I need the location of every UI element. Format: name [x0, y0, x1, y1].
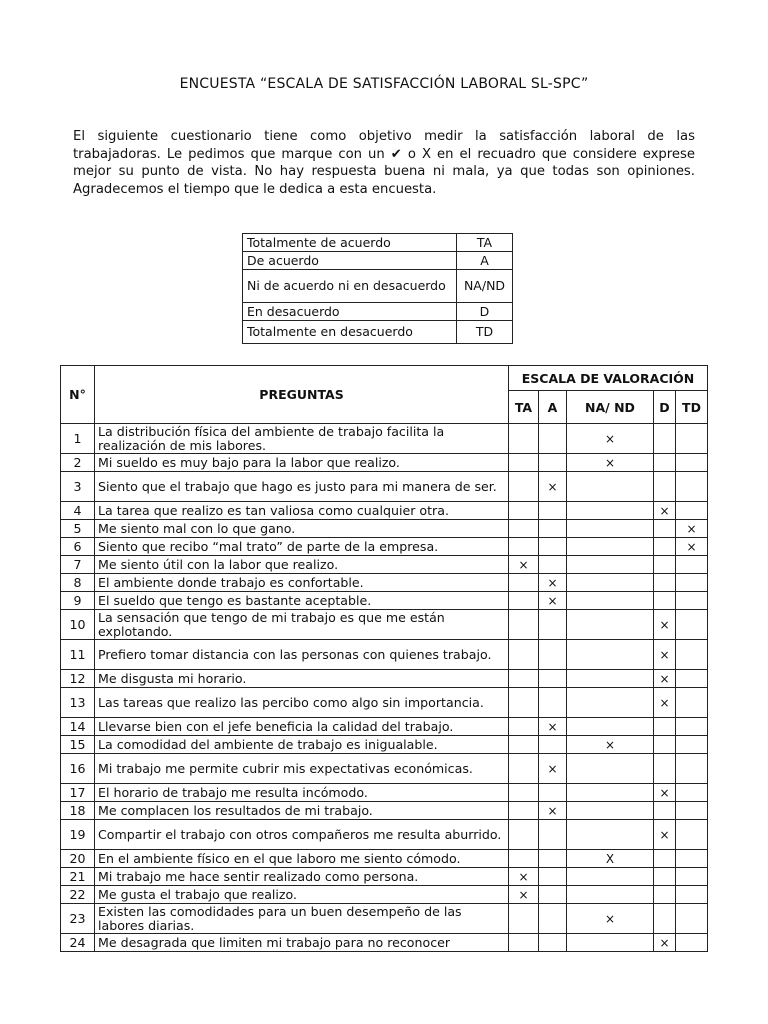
- answer-cell-ta[interactable]: [509, 718, 539, 736]
- question-number: 21: [61, 868, 95, 886]
- answer-cell-td[interactable]: [676, 556, 708, 574]
- question-text: El sueldo que tengo es bastante aceptable.: [95, 592, 509, 610]
- answer-cell-td[interactable]: [676, 610, 708, 640]
- answer-cell-td[interactable]: [676, 688, 708, 718]
- table-row: [61, 574, 708, 592]
- question-number: 13: [61, 688, 95, 718]
- table-row: [61, 454, 708, 472]
- legend-label: Totalmente en desacuerdo: [243, 321, 457, 344]
- answer-cell-ta[interactable]: [509, 472, 539, 502]
- answer-cell-td[interactable]: [676, 868, 708, 886]
- question-text: Me disgusta mi horario.: [95, 670, 509, 688]
- table-row: [61, 736, 708, 754]
- question-text: Siento que el trabajo que hago es justo para mi manera de ser.: [95, 472, 509, 502]
- answer-cell-d[interactable]: [654, 904, 676, 934]
- question-text: Compartir el trabajo con otros compañeros me resulta aburrido.: [95, 820, 509, 850]
- question-number: 4: [61, 502, 95, 520]
- answer-cell-ta[interactable]: [509, 574, 539, 592]
- question-text: Me siento útil con la labor que realizo.: [95, 556, 509, 574]
- legend-label: Ni de acuerdo ni en desacuerdo: [243, 270, 457, 303]
- question-text: Me siento mal con lo que gano.: [95, 520, 509, 538]
- answer-cell-d[interactable]: [654, 424, 676, 454]
- header-td: TD: [676, 391, 708, 424]
- answer-cell-a[interactable]: [539, 538, 567, 556]
- question-text: El ambiente donde trabajo es confortable.: [95, 574, 509, 592]
- answer-cell-td[interactable]: [676, 784, 708, 802]
- answer-cell-nand[interactable]: [567, 472, 654, 502]
- answer-cell-td[interactable]: [676, 718, 708, 736]
- question-number: 10: [61, 610, 95, 640]
- question-text: Me desagrada que limiten mi trabajo para no reconocer: [95, 934, 509, 952]
- question-number: 7: [61, 556, 95, 574]
- question-number: 20: [61, 850, 95, 868]
- answer-cell-td[interactable]: [676, 754, 708, 784]
- answer-cell-nand[interactable]: [567, 754, 654, 784]
- question-number: 18: [61, 802, 95, 820]
- legend-code: NA/ND: [457, 270, 513, 303]
- table-row: [61, 868, 708, 886]
- question-number: 14: [61, 718, 95, 736]
- question-number: 12: [61, 670, 95, 688]
- answer-cell-nand[interactable]: [567, 934, 654, 952]
- question-number: 17: [61, 784, 95, 802]
- answer-cell-nand[interactable]: ×: [567, 736, 654, 754]
- header-nand: NA/ ND: [567, 391, 654, 424]
- answer-cell-d[interactable]: [654, 520, 676, 538]
- answer-cell-ta[interactable]: [509, 592, 539, 610]
- answer-cell-a[interactable]: ×: [539, 574, 567, 592]
- question-text: Mi trabajo me hace sentir realizado como persona.: [95, 868, 509, 886]
- answer-cell-nand[interactable]: [567, 520, 654, 538]
- answer-cell-td[interactable]: ×: [676, 538, 708, 556]
- answer-cell-nand[interactable]: [567, 886, 654, 904]
- answer-cell-d[interactable]: [654, 754, 676, 784]
- document-title: ENCUESTA “ESCALA DE SATISFACCIÓN LABORAL SL-SPC”: [179, 76, 589, 92]
- question-text: Llevarse bien con el jefe beneficia la calidad del trabajo.: [95, 718, 509, 736]
- question-text: Prefiero tomar distancia con las personas con quienes trabajo.: [95, 640, 509, 670]
- answer-cell-td[interactable]: [676, 934, 708, 952]
- table-row: [61, 424, 708, 454]
- answer-cell-nand[interactable]: [567, 640, 654, 670]
- question-text: Me complacen los resultados de mi trabajo.: [95, 802, 509, 820]
- question-number: 1: [61, 424, 95, 454]
- answer-cell-d[interactable]: [654, 454, 676, 472]
- answer-cell-a[interactable]: ×: [539, 754, 567, 784]
- question-number: 2: [61, 454, 95, 472]
- answer-cell-td[interactable]: ×: [676, 520, 708, 538]
- answer-cell-nand[interactable]: [567, 502, 654, 520]
- answer-cell-d[interactable]: ×: [654, 934, 676, 952]
- question-number: 8: [61, 574, 95, 592]
- question-number: 6: [61, 538, 95, 556]
- answer-cell-td[interactable]: [676, 454, 708, 472]
- answer-cell-nand[interactable]: X: [567, 850, 654, 868]
- survey-table: [60, 365, 708, 952]
- answer-cell-a[interactable]: [539, 454, 567, 472]
- answer-cell-ta[interactable]: [509, 784, 539, 802]
- answer-cell-d[interactable]: [654, 868, 676, 886]
- legend-row: [243, 321, 513, 344]
- answer-cell-nand[interactable]: [567, 802, 654, 820]
- header-preguntas: PREGUNTAS: [95, 366, 509, 424]
- table-row: [61, 556, 708, 574]
- legend-row: [243, 270, 513, 303]
- question-text: En el ambiente físico en el que laboro me siento cómodo.: [95, 850, 509, 868]
- answer-cell-td[interactable]: [676, 640, 708, 670]
- answer-cell-td[interactable]: [676, 802, 708, 820]
- table-row: [61, 472, 708, 502]
- header-num: N°: [61, 366, 95, 424]
- answer-cell-nand[interactable]: [567, 538, 654, 556]
- answer-cell-nand[interactable]: [567, 610, 654, 640]
- answer-cell-d[interactable]: ×: [654, 670, 676, 688]
- answer-cell-a[interactable]: [539, 784, 567, 802]
- answer-cell-d[interactable]: [654, 538, 676, 556]
- answer-cell-nand[interactable]: [567, 688, 654, 718]
- answer-cell-a[interactable]: [539, 934, 567, 952]
- answer-cell-a[interactable]: ×: [539, 472, 567, 502]
- question-number: 15: [61, 736, 95, 754]
- answer-cell-a[interactable]: [539, 886, 567, 904]
- answer-cell-d[interactable]: [654, 886, 676, 904]
- answer-cell-td[interactable]: [676, 886, 708, 904]
- answer-cell-td[interactable]: [676, 904, 708, 934]
- answer-cell-ta[interactable]: [509, 820, 539, 850]
- question-number: 19: [61, 820, 95, 850]
- table-row: [61, 718, 708, 736]
- table-row: [61, 754, 708, 784]
- question-number: 22: [61, 886, 95, 904]
- answer-cell-nand[interactable]: [567, 556, 654, 574]
- table-row: [61, 520, 708, 538]
- answer-cell-d[interactable]: ×: [654, 640, 676, 670]
- legend-label: Totalmente de acuerdo: [243, 234, 457, 252]
- answer-cell-ta[interactable]: [509, 688, 539, 718]
- header-a: A: [539, 391, 567, 424]
- question-text: Las tareas que realizo las percibo como algo sin importancia.: [95, 688, 509, 718]
- answer-cell-nand[interactable]: [567, 718, 654, 736]
- answer-cell-d[interactable]: ×: [654, 688, 676, 718]
- answer-cell-td[interactable]: [676, 574, 708, 592]
- table-row: [61, 640, 708, 670]
- answer-cell-nand[interactable]: [567, 574, 654, 592]
- question-text: Mi sueldo es muy bajo para la labor que realizo.: [95, 454, 509, 472]
- legend-code: TD: [457, 321, 513, 344]
- table-row: [61, 886, 708, 904]
- table-row: [61, 904, 708, 934]
- intro-paragraph: El siguiente cuestionario tiene como objetivo medir la satisfacción laboral de las trabajadoras. Le pedimos que marque con un ✔ o X en el recuadro que considere exprese mejor su punto de vista. No hay respuesta buena ni mala, ya que todas son opiniones. Agradecemos el tiempo que le dedica a esta encuesta.: [73, 129, 695, 197]
- answer-cell-ta[interactable]: [509, 736, 539, 754]
- question-number: 24: [61, 934, 95, 952]
- table-row: [61, 502, 708, 520]
- question-text: La distribución física del ambiente de trabajo facilita la realización de mis labores.: [95, 424, 509, 454]
- table-row: [61, 610, 708, 640]
- answer-cell-nand[interactable]: ×: [567, 904, 654, 934]
- answer-cell-ta[interactable]: [509, 454, 539, 472]
- answer-cell-td[interactable]: [676, 820, 708, 850]
- question-text: La sensación que tengo de mi trabajo es que me están explotando.: [95, 610, 509, 640]
- answer-cell-a[interactable]: ×: [539, 802, 567, 820]
- question-text: La tarea que realizo es tan valiosa como cualquier otra.: [95, 502, 509, 520]
- answer-cell-nand[interactable]: ×: [567, 424, 654, 454]
- answer-cell-a[interactable]: [539, 556, 567, 574]
- answer-cell-d[interactable]: [654, 802, 676, 820]
- answer-cell-a[interactable]: ×: [539, 718, 567, 736]
- table-row: [61, 802, 708, 820]
- answer-cell-ta[interactable]: [509, 502, 539, 520]
- question-number: 3: [61, 472, 95, 502]
- answer-cell-td[interactable]: [676, 736, 708, 754]
- answer-cell-d[interactable]: ×: [654, 784, 676, 802]
- answer-cell-ta[interactable]: [509, 670, 539, 688]
- question-text: Siento que recibo “mal trato” de parte de la empresa.: [95, 538, 509, 556]
- answer-cell-d[interactable]: [654, 718, 676, 736]
- answer-cell-ta[interactable]: ×: [509, 886, 539, 904]
- answer-cell-td[interactable]: [676, 592, 708, 610]
- legend-row: [243, 252, 513, 270]
- answer-cell-d[interactable]: [654, 556, 676, 574]
- answer-cell-a[interactable]: [539, 850, 567, 868]
- answer-cell-nand[interactable]: [567, 784, 654, 802]
- question-number: 16: [61, 754, 95, 784]
- answer-cell-a[interactable]: [539, 820, 567, 850]
- answer-cell-td[interactable]: [676, 502, 708, 520]
- table-row: [61, 820, 708, 850]
- answer-cell-ta[interactable]: [509, 538, 539, 556]
- answer-cell-a[interactable]: [539, 868, 567, 886]
- header-d: D: [654, 391, 676, 424]
- answer-cell-nand[interactable]: [567, 820, 654, 850]
- answer-cell-ta[interactable]: ×: [509, 868, 539, 886]
- answer-cell-ta[interactable]: [509, 640, 539, 670]
- legend-code: TA: [457, 234, 513, 252]
- answer-cell-nand[interactable]: [567, 592, 654, 610]
- question-text: Existen las comodidades para un buen desempeño de las labores diarias.: [95, 904, 509, 934]
- answer-cell-a[interactable]: [539, 640, 567, 670]
- table-row: [61, 784, 708, 802]
- answer-cell-a[interactable]: [539, 424, 567, 454]
- answer-cell-d[interactable]: ×: [654, 820, 676, 850]
- legend-label: En desacuerdo: [243, 303, 457, 321]
- table-row: [61, 850, 708, 868]
- answer-cell-ta[interactable]: [509, 610, 539, 640]
- legend-code: D: [457, 303, 513, 321]
- answer-cell-a[interactable]: ×: [539, 592, 567, 610]
- answer-cell-a[interactable]: [539, 520, 567, 538]
- answer-cell-td[interactable]: [676, 424, 708, 454]
- answer-cell-ta[interactable]: [509, 754, 539, 784]
- question-text: La comodidad del ambiente de trabajo es inigualable.: [95, 736, 509, 754]
- question-text: Mi trabajo me permite cubrir mis expectativas económicas.: [95, 754, 509, 784]
- legend-label: De acuerdo: [243, 252, 457, 270]
- answer-cell-a[interactable]: [539, 904, 567, 934]
- answer-cell-d[interactable]: [654, 574, 676, 592]
- answer-cell-a[interactable]: [539, 736, 567, 754]
- table-row: [61, 538, 708, 556]
- answer-cell-d[interactable]: [654, 850, 676, 868]
- answer-cell-a[interactable]: [539, 670, 567, 688]
- header-ta: TA: [509, 391, 539, 424]
- header-escala: ESCALA DE VALORACIÓN: [509, 366, 708, 391]
- question-number: 5: [61, 520, 95, 538]
- legend-row: [243, 234, 513, 252]
- answer-cell-a[interactable]: [539, 502, 567, 520]
- table-row: [61, 670, 708, 688]
- question-number: 23: [61, 904, 95, 934]
- answer-cell-d[interactable]: [654, 592, 676, 610]
- answer-cell-d[interactable]: ×: [654, 502, 676, 520]
- answer-cell-a[interactable]: [539, 610, 567, 640]
- table-row: [61, 934, 708, 952]
- answer-cell-td[interactable]: [676, 850, 708, 868]
- answer-cell-nand[interactable]: [567, 670, 654, 688]
- answer-cell-ta[interactable]: [509, 904, 539, 934]
- answer-cell-ta[interactable]: [509, 850, 539, 868]
- answer-cell-nand[interactable]: ×: [567, 454, 654, 472]
- answer-cell-ta[interactable]: [509, 424, 539, 454]
- answer-cell-d[interactable]: [654, 736, 676, 754]
- table-row: [61, 592, 708, 610]
- answer-cell-ta[interactable]: [509, 520, 539, 538]
- answer-cell-ta[interactable]: [509, 802, 539, 820]
- question-number: 9: [61, 592, 95, 610]
- answer-cell-d[interactable]: ×: [654, 610, 676, 640]
- answer-cell-nand[interactable]: [567, 868, 654, 886]
- answer-cell-d[interactable]: [654, 472, 676, 502]
- legend-code: A: [457, 252, 513, 270]
- answer-cell-ta[interactable]: [509, 934, 539, 952]
- legend-row: [243, 303, 513, 321]
- answer-cell-a[interactable]: [539, 688, 567, 718]
- legend-table: [242, 233, 513, 344]
- question-text: El horario de trabajo me resulta incómodo.: [95, 784, 509, 802]
- answer-cell-td[interactable]: [676, 670, 708, 688]
- question-number: 11: [61, 640, 95, 670]
- question-text: Me gusta el trabajo que realizo.: [95, 886, 509, 904]
- answer-cell-ta[interactable]: ×: [509, 556, 539, 574]
- answer-cell-td[interactable]: [676, 472, 708, 502]
- table-row: [61, 688, 708, 718]
